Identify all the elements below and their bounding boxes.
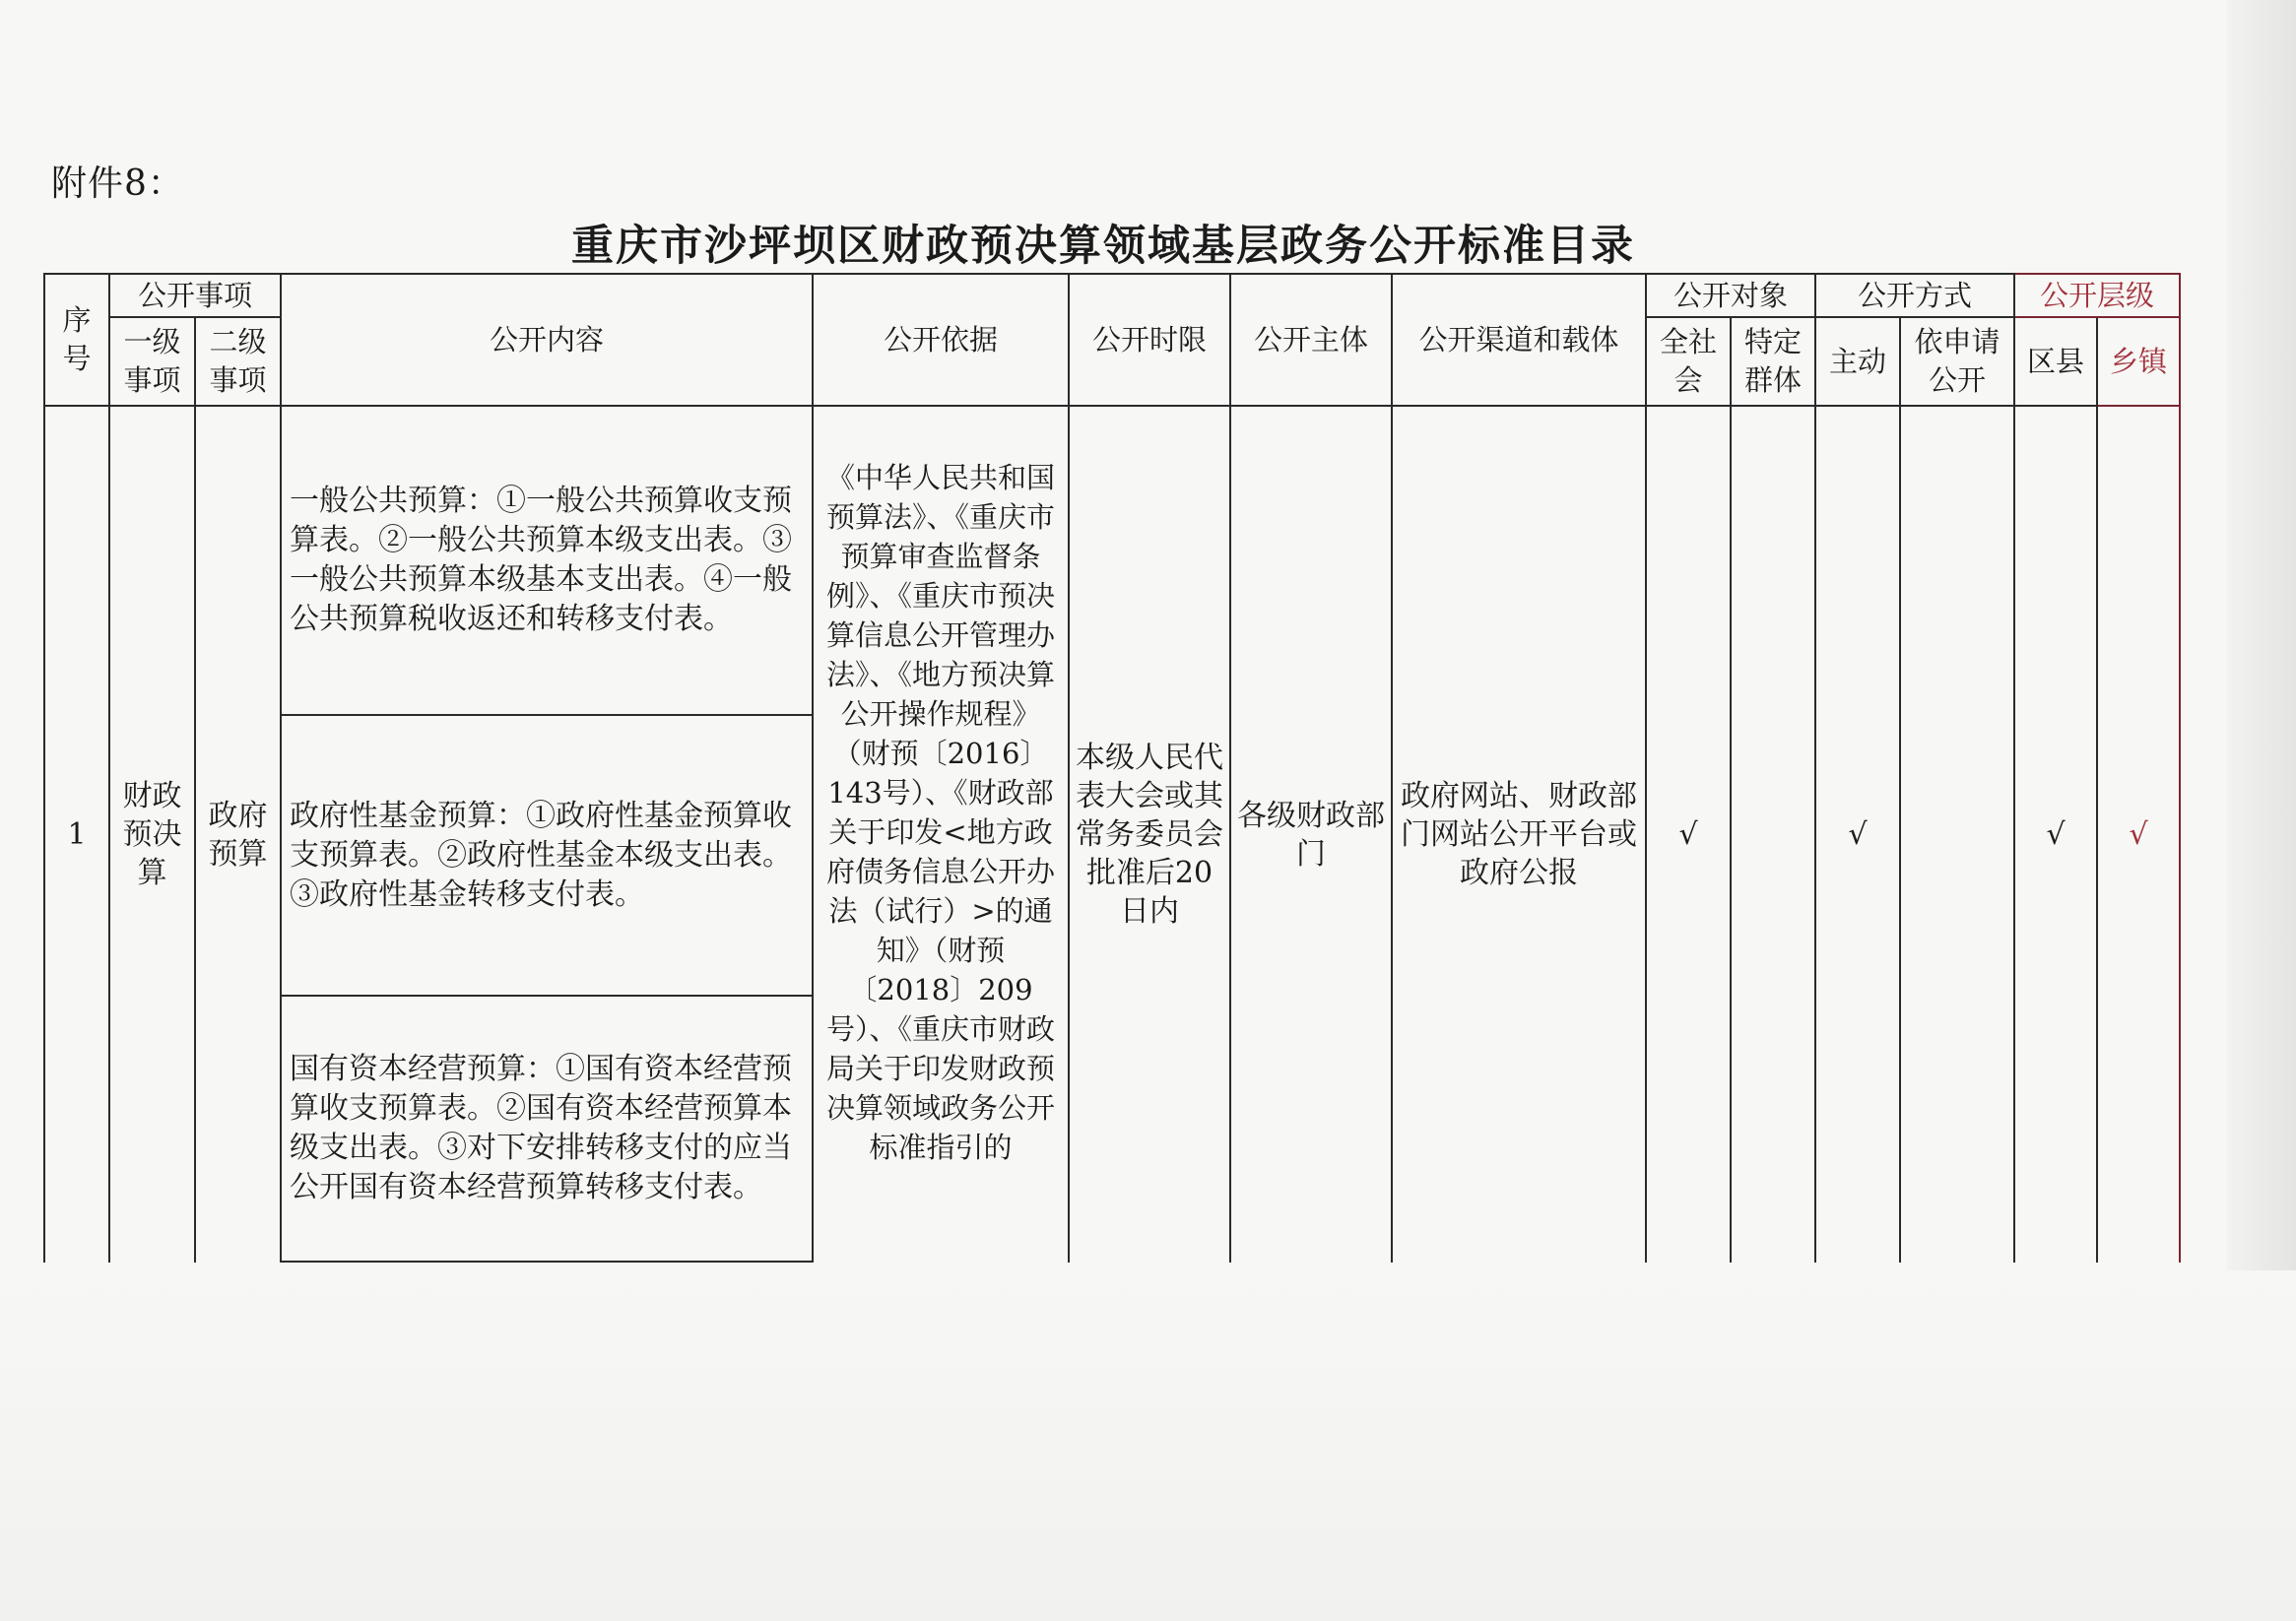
header-matter: 公开事项 [109,274,281,317]
row-content [281,406,813,1263]
header-target: 公开对象 [1646,274,1815,317]
row-subject: 各级财政部门 [1230,406,1392,1263]
header-seq: 序号 [44,274,109,406]
header-target-all: 全社会 [1646,317,1731,406]
page-title: 重庆市沙坪坝区财政预决算领域基层政务公开标准目录 [571,222,1635,271]
content-fund-budget: 政府性基金预算：①政府性基金预算收支预算表。②政府性基金本级支出表。③政府性基金转移支付表。 [282,716,812,997]
row-method-active: √ [1815,406,1900,1263]
header-content: 公开内容 [281,274,813,406]
row-channel: 政府网站、财政部门网站公开平台或政府公报 [1392,406,1646,1263]
header-method: 公开方式 [1815,274,2014,317]
header-basis: 公开依据 [813,274,1069,406]
content-state-capital-budget: 国有资本经营预算：①国有资本经营预算收支预算表。②国有资本经营预算本级支出表。③对下安排转移支付的应当公开国有资本经营预算转移支付表。 [282,997,812,1263]
row-basis: 《中华人民共和国预算法》、《重庆市预算审查监督条例》、《重庆市预决算信息公开管理办法》、《地方预决算公开操作规程》（财预〔2016〕143号）、《财政部关于印发<地方政府债务信息公开办法（试行）>的通知》（财预〔2018〕209号）、《重庆市财政局关于印发财政预决算领域政务公开标准指引的 [825,461,1055,1164]
header-target-specific: 特定群体 [1731,317,1815,406]
header-channel: 公开渠道和载体 [1392,274,1646,406]
header-level1: 一级事项 [109,317,195,406]
header-level2: 二级事项 [195,317,281,406]
table-row [44,406,2180,1263]
row-basis-cell [813,406,1069,1263]
header-level-town: 乡镇 [2097,317,2180,406]
row-level-county: √ [2014,406,2097,1263]
header-level: 公开层级 [2014,274,2180,317]
header-method-request: 依申请公开 [1900,317,2014,406]
header-time-limit: 公开时限 [1069,274,1230,406]
attachment-label: 附件8： [51,163,184,204]
header-subject: 公开主体 [1230,274,1392,406]
row-time-limit: 本级人民代表大会或其常务委员会批准后20日内 [1069,406,1230,1263]
row-target-specific [1731,406,1815,1263]
catalog-table [43,273,2181,1263]
row-target-all: √ [1646,406,1731,1263]
header-method-active: 主动 [1815,317,1900,406]
content-general-budget: 一般公共预算：①一般公共预算收支预算表。②一般公共预算本级支出表。③一般公共预算本级基本支出表。④一般公共预算税收返还和转移支付表。 [282,407,812,716]
row-level1: 财政预决算 [109,406,195,1263]
row-level-town: √ [2097,406,2180,1263]
row-level2: 政府预算 [195,406,281,1263]
row-method-request [1900,406,2014,1263]
row-seq: 1 [44,406,109,1263]
header-level-county: 区县 [2014,317,2097,406]
scan-bottom-shadow [0,1270,2296,1621]
